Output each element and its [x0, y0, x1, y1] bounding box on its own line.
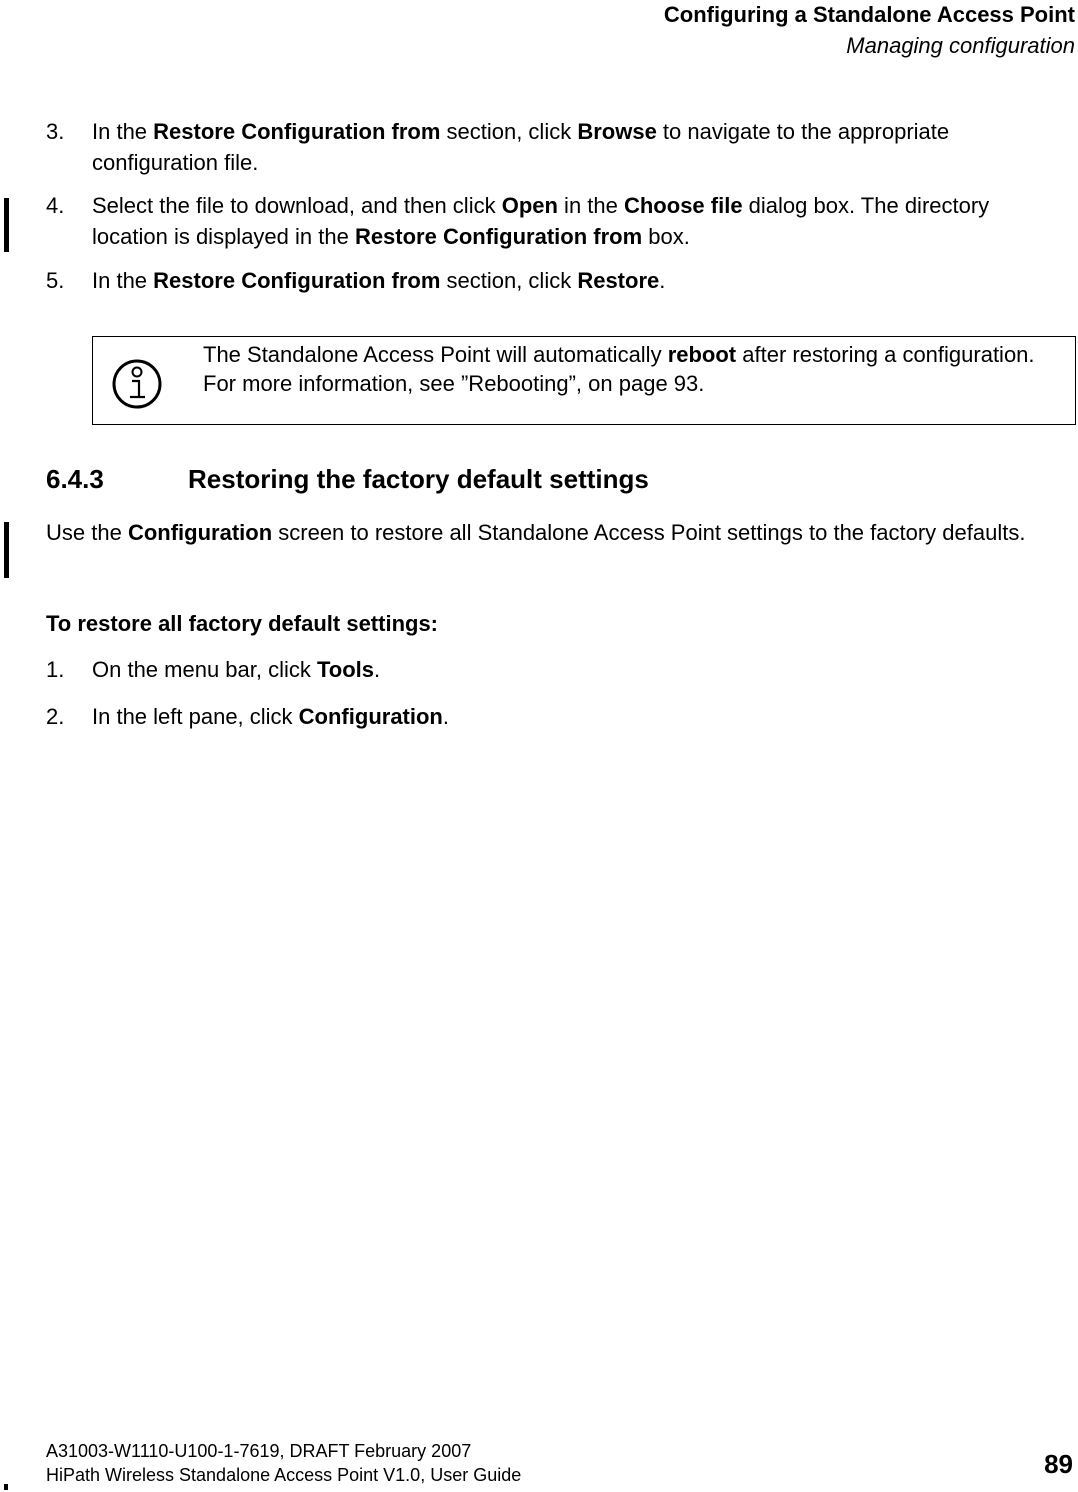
step-number: 1.: [46, 657, 65, 682]
footer-guide-title: HiPath Wireless Standalone Access Point V1.0, User Guide: [46, 1465, 522, 1485]
step-number: 2.: [46, 704, 65, 729]
step-5: [46, 265, 1071, 296]
step-4: [46, 190, 1071, 252]
step-number: 4.: [46, 193, 65, 218]
step-1: [46, 654, 1071, 685]
step-text: In the left pane, click Configuration.: [92, 704, 449, 729]
section-number: 6.4.3: [46, 464, 104, 494]
step-text: In the Restore Configuration from section, click Browse to navigate to the appropriate configuration file.: [92, 119, 950, 175]
step-text: Select the file to download, and then click Open in the Choose file dialog box. The directory location is displayed in the Restore Configuration from box.: [92, 193, 990, 249]
note-text: The Standalone Access Point will automatically reboot after restoring a configuration. For more information, see ”Rebooting”, on page 93.: [203, 342, 1035, 396]
change-bar: [4, 522, 9, 578]
step-3: [46, 116, 1071, 178]
step-number: 3.: [46, 119, 65, 144]
step-text: In the Restore Configuration from section, click Restore.: [92, 268, 666, 293]
running-header-subtitle: Managing configuration: [846, 33, 1075, 58]
footer-doc-id: A31003-W1110-U100-1-7619, DRAFT February 2007: [46, 1441, 472, 1461]
step-text: On the menu bar, click Tools.: [92, 657, 381, 682]
section-title-text: Restoring the factory default settings: [188, 464, 649, 494]
running-header-title: Configuring a Standalone Access Point: [663, 2, 1075, 27]
section-intro: Use the Configuration screen to restore all Standalone Access Point settings to the factory defaults.: [46, 520, 1026, 545]
procedure-heading: To restore all factory default settings:: [46, 611, 439, 636]
info-icon: [112, 359, 162, 409]
change-bar: [4, 198, 9, 252]
step-2: [46, 701, 1071, 732]
step-number: 5.: [46, 268, 65, 293]
margin-mark: [4, 1484, 8, 1490]
note-box: [92, 336, 1076, 425]
page-number: 89: [1044, 1449, 1073, 1479]
section-heading: [46, 464, 649, 495]
